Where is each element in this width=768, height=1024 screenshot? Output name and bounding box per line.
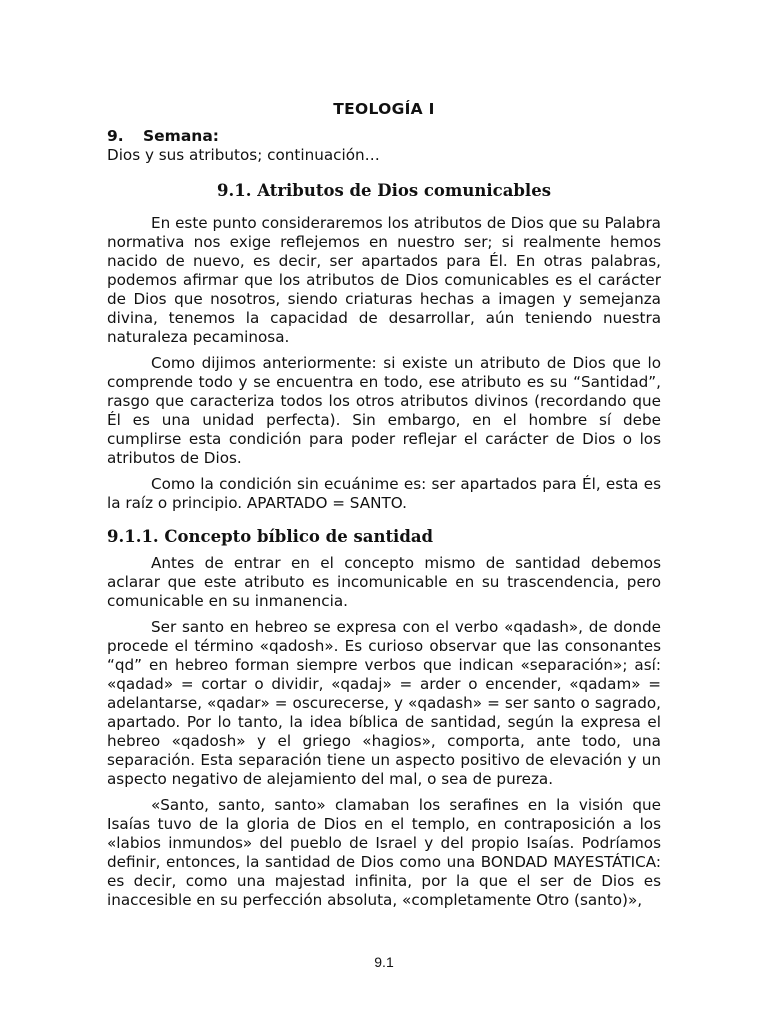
section-paragraph-1: En este punto consideraremos los atributos de Dios que su Palabra normativa nos exige reflejemos en nuestro ser; si realmente hemos nacido de nuevo, es decir, ser apartados para Él. En otras palabras, podemos afirmar que los atributos de Dios comunicables es el carácter de Dios que nosotros, siendo criaturas hechas a imagen y semejanza divina, tenemos la capacidad de desarrollar, aún teniendo nuestra naturaleza pecaminosa.: [107, 214, 661, 346]
week-subtitle: Dios y sus atributos; continuación…: [107, 146, 380, 164]
week-label: Semana:: [143, 127, 219, 145]
week-number: 9.: [107, 127, 124, 145]
subsection-paragraph-2: Ser santo en hebreo se expresa con el verbo «qadash», de donde procede el término «qadosh». Es curioso observar que las consonantes “qd” en hebreo forman siempre verbos que indican «separación»; así: «qadad» = cortar o dividir, «qadaj» = arder o encender, «qadam» = adelantarse, «qadar» = oscurecerse, y «qadash» = ser santo o sagrado, apartado. Por lo tanto, la idea bíblica de santidad, según la expresa el hebreo «qadosh» y el griego «hagios», comporta, ante todo, una separación. Esta separación tiene un aspecto positivo de elevación y un aspecto negativo de alejamiento del mal, o sea de pureza.: [107, 618, 661, 788]
subsection-paragraph-1: Antes de entrar en el concepto mismo de santidad debemos aclarar que este atributo es incomunicable en su trascendencia, pero comunicable en su inmanencia.: [107, 554, 661, 610]
subsection-heading: 9.1.1. Concepto bíblico de santidad: [107, 527, 434, 546]
page-number: 9.1: [374, 954, 394, 970]
page-content: [107, 100, 661, 917]
section-paragraph-3: Como la condición sin ecuánime es: ser apartados para Él, esta es la raíz o principio. APARTADO = SANTO.: [107, 475, 661, 512]
section-heading: 9.1. Atributos de Dios comunicables: [217, 181, 551, 200]
week-heading: [107, 127, 661, 146]
section-paragraph-2: Como dijimos anteriormente: si existe un atributo de Dios que lo comprende todo y se encuentra en todo, ese atributo es su “Santidad”, rasgo que caracteriza todos los otros atributos divinos (recordando que Él es una unidad perfecta). Sin embargo, en el hombre sí debe cumplirse esta condición para poder reflejar el carácter de Dios o los atributos de Dios.: [107, 354, 661, 467]
document-title: TEOLOGÍA I: [333, 100, 435, 118]
subsection-paragraph-3: «Santo, santo, santo» clamaban los serafines en la visión que Isaías tuvo de la gloria de Dios en el templo, en contraposición a los «labios inmundos» del pueblo de Israel y del propio Isaías. Podríamos definir, entonces, la santidad de Dios como una BONDAD MAYESTÁTICA: es decir, como una majestad infinita, por la que el ser de Dios es inaccesible en su perfección absoluta, «completamente Otro (santo)»,: [107, 796, 661, 909]
